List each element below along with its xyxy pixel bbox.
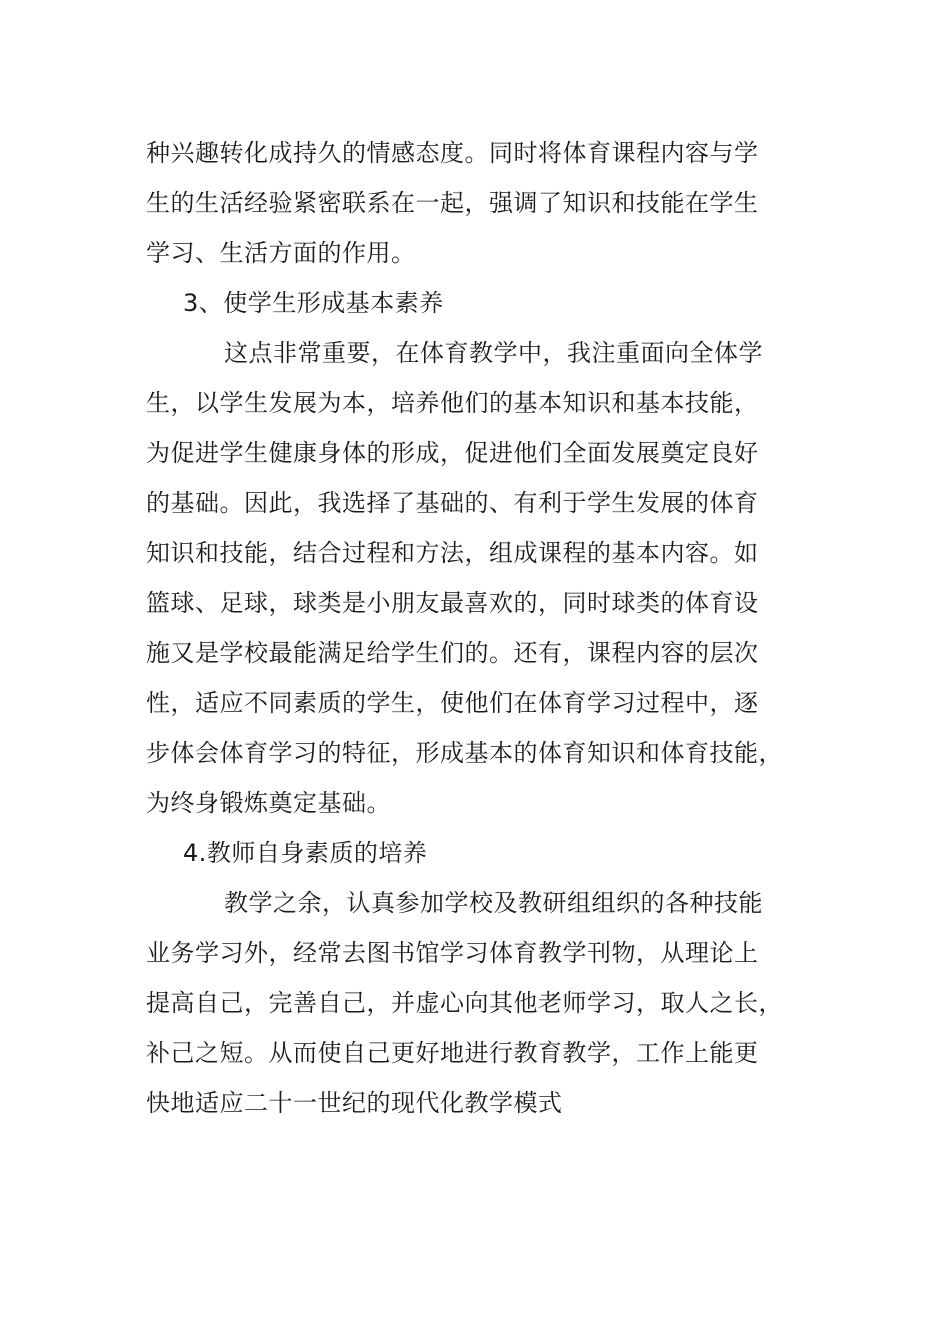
text-line: 种兴趣转化成持久的情感态度。同时将体育课程内容与学 <box>146 139 759 167</box>
text-line: 为促进学生健康身体的形成，促进他们全面发展奠定良好 <box>146 439 759 467</box>
text-line: 教学之余，认真参加学校及教研组组织的各种技能 <box>224 889 763 917</box>
text-line: 这点非常重要，在体育教学中，我注重面向全体学 <box>224 339 763 367</box>
text-line: 的基础。因此，我选择了基础的、有利于学生发展的体育 <box>146 489 759 517</box>
text-line: 篮球、足球，球类是小朋友最喜欢的，同时球类的体育设 <box>146 589 759 617</box>
text-line: 生，以学生发展为本，培养他们的基本知识和基本技能， <box>146 389 759 417</box>
text-line: 生的生活经验紧密联系在一起，强调了知识和技能在学生 <box>146 189 759 217</box>
section-heading-3: 3、使学生形成基本素养 <box>183 289 444 317</box>
body-text <box>146 128 806 1128</box>
text-line: 为终身锻炼奠定基础。 <box>146 789 391 817</box>
section-heading-4: 4.教师自身素质的培养 <box>183 839 428 867</box>
text-line: 业务学习外，经常去图书馆学习体育教学刊物，从理论上 <box>146 939 759 967</box>
text-line: 施又是学校最能满足给学生们的。还有，课程内容的层次 <box>146 639 759 667</box>
text-line: 提高自己，完善自己，并虚心向其他老师学习，取人之长， <box>146 989 783 1017</box>
text-line: 性，适应不同素质的学生，使他们在体育学习过程中，逐 <box>146 689 759 717</box>
text-line: 学习、生活方面的作用。 <box>146 239 416 267</box>
text-line: 知识和技能，结合过程和方法，组成课程的基本内容。如 <box>146 539 759 567</box>
text-line: 补己之短。从而使自己更好地进行教育教学，工作上能更 <box>146 1039 759 1067</box>
text-line: 步体会体育学习的特征，形成基本的体育知识和体育技能， <box>146 739 783 767</box>
text-line: 快地适应二十一世纪的现代化教学模式 <box>146 1089 563 1117</box>
